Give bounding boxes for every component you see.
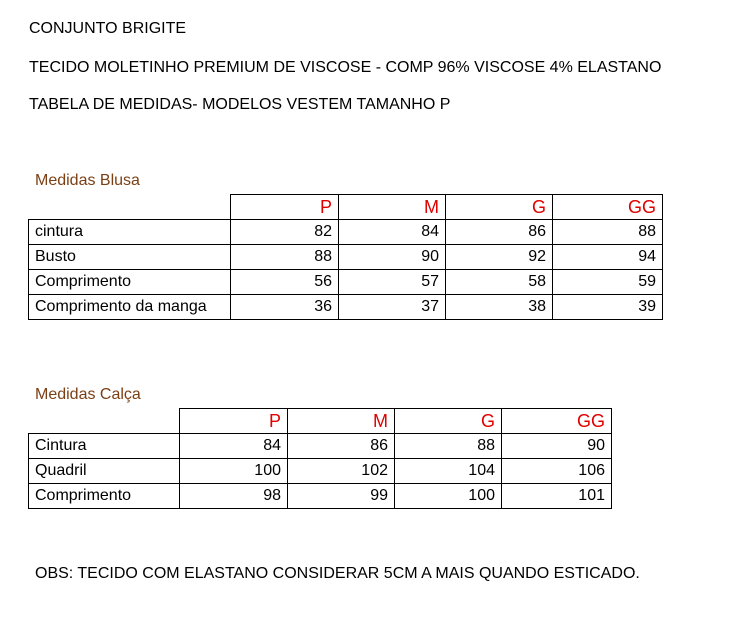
calca-section-title: Medidas Calça <box>35 386 141 403</box>
blusa-measurements-table <box>28 194 663 320</box>
measure-cell: 82 <box>231 220 339 245</box>
measure-cell: 86 <box>288 434 395 459</box>
measure-cell: 84 <box>339 220 446 245</box>
table-row <box>29 270 663 295</box>
size-header: GG <box>553 195 663 220</box>
measure-cell: 58 <box>446 270 553 295</box>
measure-cell: 84 <box>180 434 288 459</box>
row-label: Quadril <box>29 459 180 484</box>
measure-cell: 59 <box>553 270 663 295</box>
row-label: Busto <box>29 245 231 270</box>
table-row <box>29 459 612 484</box>
table-note: TABELA DE MEDIDAS- MODELOS VESTEM TAMANHO P <box>29 96 451 113</box>
row-label: Comprimento <box>29 484 180 509</box>
measure-cell: 106 <box>502 459 612 484</box>
measure-cell: 36 <box>231 295 339 320</box>
measure-cell: 99 <box>288 484 395 509</box>
measure-cell: 39 <box>553 295 663 320</box>
calca-size-header-row <box>29 409 612 434</box>
blusa-size-header-row <box>29 195 663 220</box>
row-label: Cintura <box>29 434 180 459</box>
blusa-section-title: Medidas Blusa <box>35 172 140 189</box>
size-header: P <box>180 409 288 434</box>
measure-cell: 88 <box>231 245 339 270</box>
measure-cell: 90 <box>339 245 446 270</box>
measure-cell: 57 <box>339 270 446 295</box>
size-header: M <box>288 409 395 434</box>
fabric-description: TECIDO MOLETINHO PREMIUM DE VISCOSE - COMP 96% VISCOSE 4% ELASTANO <box>29 59 662 76</box>
measure-cell: 90 <box>502 434 612 459</box>
measure-cell: 98 <box>180 484 288 509</box>
measure-cell: 88 <box>395 434 502 459</box>
table-row <box>29 220 663 245</box>
measure-cell: 38 <box>446 295 553 320</box>
size-header: GG <box>502 409 612 434</box>
measure-cell: 102 <box>288 459 395 484</box>
measure-cell: 100 <box>180 459 288 484</box>
size-header: G <box>446 195 553 220</box>
header-empty-cell <box>29 409 180 434</box>
measure-cell: 88 <box>553 220 663 245</box>
measure-cell: 92 <box>446 245 553 270</box>
size-header: P <box>231 195 339 220</box>
calca-measurements-table <box>28 408 612 509</box>
obs-note: OBS: TECIDO COM ELASTANO CONSIDERAR 5CM A MAIS QUANDO ESTICADO. <box>35 565 640 582</box>
measure-cell: 94 <box>553 245 663 270</box>
table-row <box>29 245 663 270</box>
header-empty-cell <box>29 195 231 220</box>
row-label: Comprimento <box>29 270 231 295</box>
table-row <box>29 484 612 509</box>
product-title: CONJUNTO BRIGITE <box>29 20 187 37</box>
row-label: cintura <box>29 220 231 245</box>
measure-cell: 101 <box>502 484 612 509</box>
measure-cell: 56 <box>231 270 339 295</box>
table-row <box>29 434 612 459</box>
table-row <box>29 295 663 320</box>
size-header: M <box>339 195 446 220</box>
measure-cell: 100 <box>395 484 502 509</box>
measure-cell: 104 <box>395 459 502 484</box>
measure-cell: 86 <box>446 220 553 245</box>
row-label: Comprimento da manga <box>29 295 231 320</box>
measure-cell: 37 <box>339 295 446 320</box>
size-header: G <box>395 409 502 434</box>
